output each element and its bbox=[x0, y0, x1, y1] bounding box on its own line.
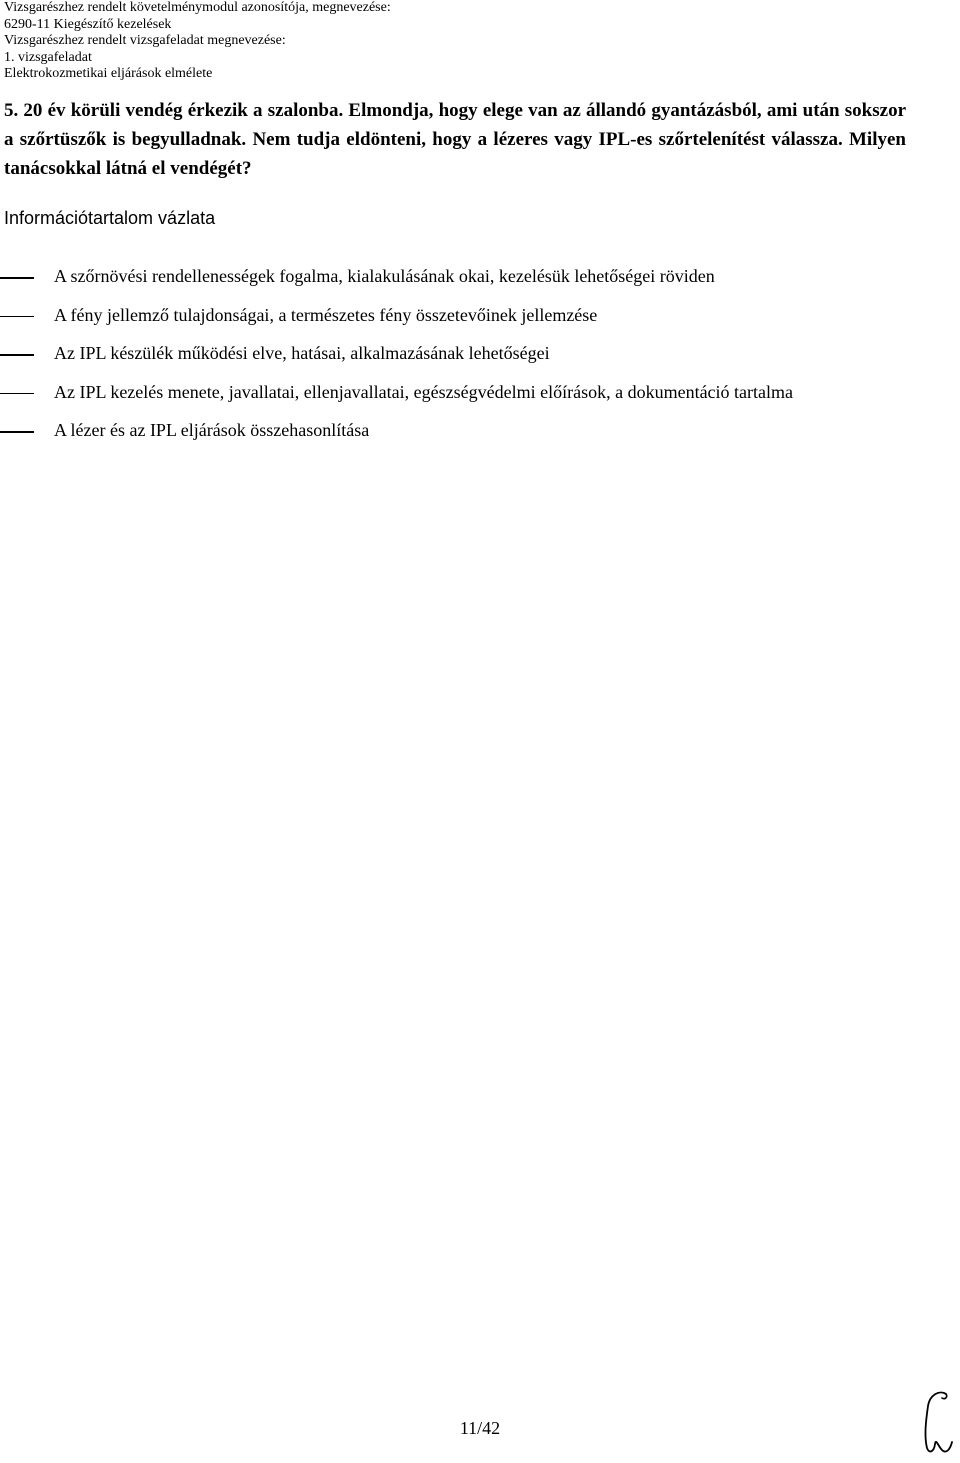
header-task-label: Vizsgarészhez rendelt vizsgafeladat megnevezése: bbox=[4, 33, 286, 48]
handwritten-signature bbox=[918, 1388, 958, 1458]
list-item-text: A fény jellemző tulajdonságai, a természetes fény összetevőinek jellemzése bbox=[54, 304, 598, 325]
list-item-text: Az IPL kezelés menete, javallatai, ellenjavallatai, egészségvédelmi előírások, a dokumentáció tartalma bbox=[54, 381, 794, 402]
list-item-text: Az IPL készülék működési elve, hatásai, alkalmazásának lehetőségei bbox=[54, 343, 550, 363]
header-module-name: 6290-11 Kiegészítő kezelések bbox=[4, 16, 172, 32]
list-item bbox=[0, 257, 920, 296]
header-task-name: Elektrokozmetikai eljárások elmélete bbox=[4, 66, 213, 81]
outline-title: Információtartalom vázlata bbox=[4, 208, 216, 228]
page-number: 11/42 bbox=[459, 1418, 501, 1438]
document-header bbox=[4, 0, 391, 83]
list-item-text: A lézer és az IPL eljárások összehasonlítása bbox=[54, 420, 370, 440]
list-item-text: A szőrnövési rendellenességek fogalma, kialakulásának okai, kezelésük lehetőségei röviden bbox=[54, 266, 715, 286]
outline-list bbox=[0, 257, 920, 450]
list-item bbox=[0, 296, 920, 335]
list-item bbox=[0, 411, 920, 450]
header-module-label: Vizsgarészhez rendelt követelménymodul azonosítója, megnevezése: bbox=[4, 0, 391, 15]
task-question: 5. 20 év körüli vendég érkezik a szalonba. Elmondja, hogy elege van az állandó gyantázásból, ami után sokszor a szőrtüszők is begyulladnak. Nem tudja eldönteni, hogy a lézeres vagy IPL-es szőrtelenítést válassza. Milyen tanácsokkal látná el vendégét? bbox=[4, 100, 906, 179]
list-item bbox=[0, 373, 920, 412]
header-task-number: 1. vizsgafeladat bbox=[4, 49, 92, 65]
list-item bbox=[0, 334, 920, 373]
